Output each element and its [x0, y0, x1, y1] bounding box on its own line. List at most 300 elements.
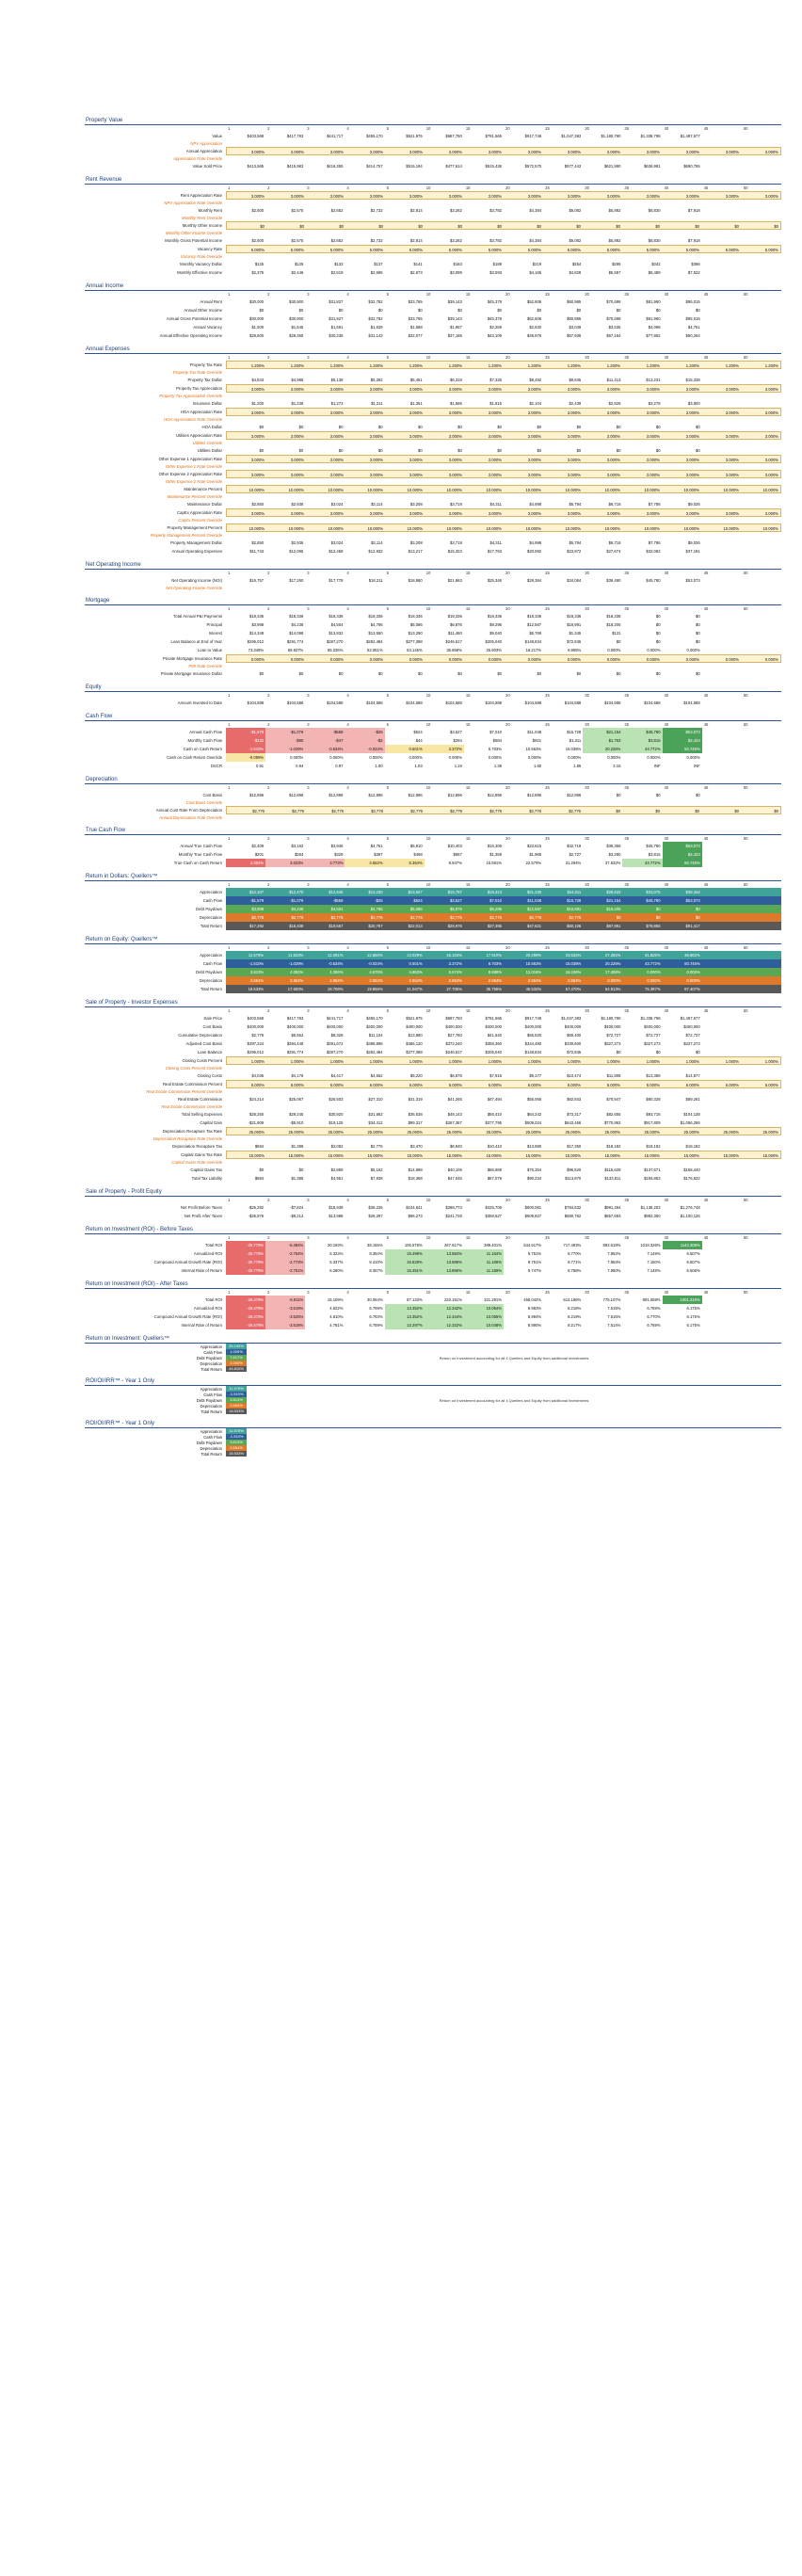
value-cell[interactable]: 3.000%: [369, 511, 383, 516]
value-cell[interactable]: 15.000%: [683, 1153, 699, 1158]
value-cell[interactable]: 0.000%: [448, 657, 462, 662]
value-cell[interactable]: 15.000%: [367, 1153, 383, 1158]
value-cell[interactable]: 3.000%: [567, 511, 581, 516]
value-cell[interactable]: 3.000%: [646, 458, 660, 462]
value-cell[interactable]: 0.000%: [290, 657, 304, 662]
value-cell[interactable]: 10.000%: [288, 488, 304, 492]
value-cell[interactable]: 3.000%: [329, 411, 344, 415]
value-cell[interactable]: 5.000%: [250, 248, 265, 252]
value-cell[interactable]: 5.000%: [606, 248, 620, 252]
value-cell[interactable]: 1.000%: [567, 1059, 581, 1064]
value-cell[interactable]: 3.000%: [409, 473, 423, 477]
value-cell[interactable]: 3.000%: [329, 387, 344, 392]
value-cell[interactable]: 3.000%: [606, 434, 620, 439]
value-cell[interactable]: 10.000%: [604, 488, 620, 492]
value-cell[interactable]: 6.000%: [250, 1083, 265, 1087]
value-cell[interactable]: 3.000%: [409, 434, 423, 439]
value-cell[interactable]: 3.000%: [567, 387, 581, 392]
value-cell[interactable]: 10.000%: [644, 526, 660, 531]
table-row[interactable]: [85, 245, 781, 253]
value-cell[interactable]: 3.000%: [685, 511, 699, 516]
value-cell[interactable]: 3.000%: [764, 511, 778, 516]
value-cell[interactable]: 6.000%: [685, 1083, 699, 1087]
value-cell[interactable]: 25.000%: [249, 1130, 265, 1135]
value-cell[interactable]: 3.000%: [606, 194, 620, 199]
value-cell[interactable]: 3.000%: [646, 387, 660, 392]
value-cell[interactable]: 1.200%: [290, 363, 304, 368]
value-cell[interactable]: 6.000%: [409, 1083, 423, 1087]
value-cell[interactable]: 3.000%: [764, 411, 778, 415]
value-cell[interactable]: 5.000%: [685, 248, 699, 252]
value-cell[interactable]: 15.000%: [328, 1153, 344, 1158]
value-cell[interactable]: 3.000%: [250, 411, 265, 415]
value-cell: $0: [457, 448, 462, 453]
value-cell[interactable]: 3.000%: [250, 387, 265, 392]
table-row[interactable]: [85, 384, 781, 393]
value-cell[interactable]: 3.000%: [764, 194, 778, 199]
value-cell[interactable]: 3.000%: [685, 411, 699, 415]
value-cell: -$9,212: [290, 1214, 304, 1218]
value-cell[interactable]: 1.200%: [646, 363, 660, 368]
value-cell[interactable]: $2,776: [252, 809, 265, 813]
value-cell[interactable]: 3.000%: [448, 194, 462, 199]
value-cell[interactable]: 1.000%: [290, 1059, 304, 1064]
value-cell[interactable]: 3.000%: [685, 387, 699, 392]
value-cell[interactable]: 3.000%: [409, 458, 423, 462]
value-cell[interactable]: 3.000%: [250, 458, 265, 462]
value-cell[interactable]: 10.000%: [762, 488, 778, 492]
value-cell[interactable]: 0.000%: [567, 657, 581, 662]
value-cell: $33,076: [622, 888, 662, 896]
value-cell[interactable]: 10.000%: [525, 526, 541, 531]
table-row[interactable]: [85, 470, 781, 478]
value-cell[interactable]: 3.000%: [290, 434, 304, 439]
value-cell[interactable]: 0.000%: [488, 657, 502, 662]
value-cell[interactable]: 3.000%: [685, 434, 699, 439]
value-cell[interactable]: 5.000%: [646, 248, 660, 252]
value-cell[interactable]: 0.000%: [369, 657, 383, 662]
value-cell[interactable]: 3.000%: [329, 434, 344, 439]
value-cell[interactable]: $2,776: [450, 809, 462, 813]
value-cell[interactable]: 3.000%: [685, 150, 699, 154]
value-cell[interactable]: $0: [655, 224, 660, 229]
value-cell[interactable]: $0: [260, 224, 265, 229]
value-cell[interactable]: 5.000%: [725, 248, 739, 252]
value-cell[interactable]: $2,776: [529, 809, 541, 813]
value-cell[interactable]: 6.000%: [646, 1083, 660, 1087]
value-cell[interactable]: 1.000%: [527, 1059, 541, 1064]
value-cell[interactable]: 10.000%: [288, 526, 304, 531]
table-row[interactable]: [85, 455, 781, 463]
value-cell[interactable]: 1.200%: [250, 363, 265, 368]
value-cell[interactable]: 5.000%: [527, 248, 541, 252]
value-cell[interactable]: 10.000%: [328, 488, 344, 492]
value-cell[interactable]: 3.000%: [685, 458, 699, 462]
table-row[interactable]: [85, 1080, 781, 1088]
value-cell[interactable]: 25.000%: [525, 1130, 541, 1135]
value-cell[interactable]: 3.000%: [488, 511, 502, 516]
value-cell: [742, 1212, 781, 1220]
year-header-cell: 5: [386, 1198, 389, 1202]
value-cell[interactable]: 3.000%: [329, 473, 344, 477]
value-cell[interactable]: $0: [457, 224, 462, 229]
value-cell[interactable]: 1.000%: [329, 1059, 344, 1064]
value-cell[interactable]: 3.000%: [290, 387, 304, 392]
value-cell[interactable]: 3.000%: [409, 150, 423, 154]
value-cell[interactable]: 3.000%: [448, 387, 462, 392]
value-cell[interactable]: $0: [655, 809, 660, 813]
value-cell[interactable]: 15.000%: [407, 1153, 423, 1158]
value-cell[interactable]: 6.000%: [290, 1083, 304, 1087]
value-cell[interactable]: 5.000%: [567, 248, 581, 252]
value-cell[interactable]: 15.000%: [288, 1153, 304, 1158]
table-row[interactable]: [85, 408, 781, 416]
value-cell[interactable]: 3.000%: [567, 458, 581, 462]
value-cell[interactable]: 3.000%: [369, 458, 383, 462]
value-cell[interactable]: 5.000%: [290, 248, 304, 252]
value-cell[interactable]: 15.000%: [762, 1153, 778, 1158]
value-cell: $15,797: [425, 888, 464, 896]
value-cell[interactable]: 5.000%: [448, 248, 462, 252]
value-cell[interactable]: 3.000%: [369, 387, 383, 392]
value-cell[interactable]: 10.000%: [249, 526, 265, 531]
value-cell[interactable]: 3.000%: [646, 150, 660, 154]
value-cell[interactable]: 3.000%: [606, 458, 620, 462]
table-row[interactable]: [85, 1056, 781, 1065]
value-cell[interactable]: 3.000%: [567, 473, 581, 477]
value-cell[interactable]: 6.000%: [369, 1083, 383, 1087]
value-cell[interactable]: 3.000%: [725, 511, 739, 516]
value-cell[interactable]: 3.000%: [725, 411, 739, 415]
value-cell[interactable]: 1.200%: [329, 363, 344, 368]
value-cell[interactable]: 3.000%: [290, 194, 304, 199]
value-cell[interactable]: 1.000%: [409, 1059, 423, 1064]
value-cell[interactable]: 0.000%: [250, 657, 265, 662]
value-cell: $1,276,748: [680, 1205, 700, 1210]
value-cell[interactable]: 3.000%: [646, 434, 660, 439]
value-cell[interactable]: $2,776: [489, 809, 502, 813]
value-cell[interactable]: $2,776: [410, 809, 423, 813]
value-cell[interactable]: $0: [695, 224, 699, 229]
table-row[interactable]: [85, 508, 781, 517]
value-cell[interactable]: 3.000%: [409, 411, 423, 415]
key-row: [85, 1440, 247, 1445]
value-cell[interactable]: 3.000%: [250, 194, 265, 199]
value-cell[interactable]: 10.000%: [565, 488, 581, 492]
value-cell[interactable]: 10.000%: [565, 526, 581, 531]
value-cell[interactable]: 3.000%: [527, 411, 541, 415]
value-cell[interactable]: 6.000%: [764, 1083, 778, 1087]
table-row[interactable]: [85, 361, 781, 369]
value-cell[interactable]: 1.200%: [685, 363, 699, 368]
value-cell[interactable]: 3.000%: [606, 411, 620, 415]
value-cell[interactable]: 1.200%: [448, 363, 462, 368]
value-cell[interactable]: 10.000%: [486, 526, 502, 531]
value-cell[interactable]: 3.000%: [764, 458, 778, 462]
value-cell[interactable]: 3.000%: [409, 511, 423, 516]
value-cell[interactable]: 3.000%: [567, 150, 581, 154]
value-cell[interactable]: 10.000%: [446, 526, 462, 531]
value-cell[interactable]: 3.000%: [250, 434, 265, 439]
value-cell[interactable]: 3.000%: [329, 150, 344, 154]
value-cell[interactable]: 3.000%: [725, 194, 739, 199]
table-row[interactable]: [85, 1151, 781, 1159]
value-cell[interactable]: 3.000%: [725, 473, 739, 477]
value-cell[interactable]: $0: [576, 224, 581, 229]
value-cell[interactable]: 3.000%: [290, 150, 304, 154]
value-cell[interactable]: 10.000%: [723, 526, 739, 531]
value-cell[interactable]: 3.000%: [409, 194, 423, 199]
value-cell[interactable]: 3.000%: [329, 511, 344, 516]
table-row[interactable]: [85, 485, 781, 493]
value-cell[interactable]: 1.200%: [369, 363, 383, 368]
value-cell[interactable]: $0: [537, 224, 541, 229]
value-cell[interactable]: 3.000%: [527, 150, 541, 154]
value-cell[interactable]: 1.000%: [250, 1059, 265, 1064]
value-cell[interactable]: 3.000%: [250, 150, 265, 154]
table-row[interactable]: [85, 523, 781, 532]
value-cell[interactable]: 1.000%: [488, 1059, 502, 1064]
value-cell[interactable]: 3.000%: [725, 387, 739, 392]
value-cell[interactable]: 3.000%: [606, 387, 620, 392]
value-cell[interactable]: 25.000%: [486, 1130, 502, 1135]
value-cell: $0: [259, 308, 265, 313]
value-cell[interactable]: 1.200%: [409, 363, 423, 368]
value-cell[interactable]: 3.000%: [369, 194, 383, 199]
value-cell[interactable]: 0.000%: [646, 657, 660, 662]
value-cell[interactable]: 0.000%: [725, 657, 739, 662]
value-cell[interactable]: 3.000%: [290, 511, 304, 516]
value-cell[interactable]: 3.000%: [646, 511, 660, 516]
value-cell[interactable]: 25.000%: [644, 1130, 660, 1135]
value-cell[interactable]: 3.000%: [448, 511, 462, 516]
value-cell[interactable]: 3.000%: [685, 473, 699, 477]
value-cell[interactable]: 25.000%: [288, 1130, 304, 1135]
value-cell[interactable]: 5.000%: [329, 248, 344, 252]
value-cell: [742, 669, 781, 678]
value-cell[interactable]: 10.000%: [683, 526, 699, 531]
value-cell[interactable]: 15.000%: [486, 1153, 502, 1158]
value-cell[interactable]: 5.000%: [764, 248, 778, 252]
value-cell[interactable]: 3.000%: [329, 458, 344, 462]
value-cell[interactable]: 1.000%: [606, 1059, 620, 1064]
value-cell[interactable]: $0: [497, 224, 502, 229]
value-cell[interactable]: 3.000%: [250, 511, 265, 516]
value-cell[interactable]: 3.000%: [290, 411, 304, 415]
value-cell[interactable]: 3.000%: [488, 387, 502, 392]
value-cell[interactable]: 3.000%: [488, 150, 502, 154]
value-cell[interactable]: 6.000%: [329, 1083, 344, 1087]
value-cell[interactable]: 3.000%: [567, 194, 581, 199]
value-cell[interactable]: 0.000%: [606, 657, 620, 662]
value-cell[interactable]: 6.000%: [606, 1083, 620, 1087]
value-cell[interactable]: 25.000%: [762, 1130, 778, 1135]
value-cell[interactable]: 3.000%: [369, 473, 383, 477]
value-cell[interactable]: 15.000%: [249, 1153, 265, 1158]
value-cell[interactable]: 25.000%: [604, 1130, 620, 1135]
value-cell[interactable]: 25.000%: [565, 1130, 581, 1135]
value-cell[interactable]: 10.000%: [407, 526, 423, 531]
value-cell[interactable]: 1.200%: [527, 363, 541, 368]
table-row[interactable]: [85, 431, 781, 440]
value-cell[interactable]: 3.000%: [646, 411, 660, 415]
value-cell[interactable]: 3.000%: [646, 473, 660, 477]
value-cell[interactable]: 6.000%: [527, 1083, 541, 1087]
value-cell[interactable]: 1.200%: [488, 363, 502, 368]
value-cell[interactable]: 3.000%: [527, 434, 541, 439]
value-cell[interactable]: $0: [734, 224, 739, 229]
value-cell[interactable]: 3.000%: [527, 473, 541, 477]
value-cell[interactable]: 0.000%: [527, 657, 541, 662]
value-cell[interactable]: 3.000%: [329, 194, 344, 199]
value-cell[interactable]: 3.000%: [527, 387, 541, 392]
value-cell[interactable]: 10.000%: [249, 488, 265, 492]
value-cell[interactable]: 0.000%: [685, 657, 699, 662]
year-header-cell: 3: [307, 1235, 310, 1240]
value-cell[interactable]: 3.000%: [725, 458, 739, 462]
value-cell[interactable]: 3.000%: [448, 150, 462, 154]
value-cell[interactable]: 15.000%: [565, 1153, 581, 1158]
value-cell[interactable]: 10.000%: [723, 488, 739, 492]
value-cell[interactable]: 3.000%: [488, 434, 502, 439]
value-cell[interactable]: 1.200%: [725, 363, 739, 368]
value-cell[interactable]: 10.000%: [446, 488, 462, 492]
value-cell[interactable]: 1.000%: [369, 1059, 383, 1064]
value-cell[interactable]: $0: [774, 224, 778, 229]
value-cell[interactable]: 10.000%: [683, 488, 699, 492]
value-cell[interactable]: 5.000%: [488, 248, 502, 252]
table-row: [85, 913, 781, 922]
value-cell[interactable]: 3.000%: [606, 150, 620, 154]
value-cell[interactable]: 6.000%: [448, 1083, 462, 1087]
table-row[interactable]: [85, 806, 781, 814]
value-cell[interactable]: 3.000%: [527, 194, 541, 199]
value-cell[interactable]: 3.000%: [488, 473, 502, 477]
value-cell[interactable]: $0: [299, 224, 304, 229]
value-cell[interactable]: $2,776: [331, 809, 344, 813]
value-cell[interactable]: $2,776: [569, 809, 581, 813]
value-cell[interactable]: 6.000%: [725, 1083, 739, 1087]
row-cells: [226, 1142, 781, 1151]
value-cell[interactable]: 10.000%: [604, 526, 620, 531]
value-cell[interactable]: 3.000%: [290, 458, 304, 462]
value-cell[interactable]: 1.000%: [646, 1059, 660, 1064]
value-cell[interactable]: 3.000%: [369, 411, 383, 415]
value-cell[interactable]: 1.000%: [685, 1059, 699, 1064]
value-cell[interactable]: 25.000%: [407, 1130, 423, 1135]
value-cell[interactable]: $0: [418, 224, 423, 229]
value-cell[interactable]: 3.000%: [606, 511, 620, 516]
value-cell[interactable]: 10.000%: [367, 526, 383, 531]
value-cell[interactable]: 1.200%: [567, 363, 581, 368]
value-cell[interactable]: 25.000%: [328, 1130, 344, 1135]
value-cell[interactable]: $0: [616, 809, 620, 813]
value-cell[interactable]: 10.000%: [644, 488, 660, 492]
value-cell[interactable]: 3.000%: [290, 473, 304, 477]
value-cell: $0: [259, 671, 265, 676]
value-cell[interactable]: 6.000%: [567, 1083, 581, 1087]
value-cell[interactable]: 3.000%: [369, 434, 383, 439]
value-cell[interactable]: 3.000%: [488, 194, 502, 199]
value-cell[interactable]: 25.000%: [446, 1130, 462, 1135]
value-cell[interactable]: 3.000%: [409, 387, 423, 392]
value-cell[interactable]: 15.000%: [723, 1153, 739, 1158]
table-row[interactable]: [85, 221, 781, 230]
value-cell[interactable]: 0.000%: [409, 657, 423, 662]
value-cell[interactable]: 10.000%: [328, 526, 344, 531]
value-cell[interactable]: 10.000%: [486, 488, 502, 492]
value-cell[interactable]: 3.000%: [527, 458, 541, 462]
value-cell[interactable]: 10.000%: [762, 526, 778, 531]
value-cell[interactable]: 25.000%: [723, 1130, 739, 1135]
value-cell[interactable]: 1.000%: [725, 1059, 739, 1064]
table-row[interactable]: [85, 1127, 781, 1135]
value-cell[interactable]: 5.000%: [409, 248, 423, 252]
table-row[interactable]: [85, 654, 781, 663]
value-cell[interactable]: 6.000%: [488, 1083, 502, 1087]
value-cell[interactable]: 15.000%: [604, 1153, 620, 1158]
value-cell[interactable]: 1.200%: [606, 363, 620, 368]
value-cell[interactable]: 3.000%: [250, 473, 265, 477]
value-cell[interactable]: 3.000%: [764, 473, 778, 477]
value-cell[interactable]: 1.000%: [764, 1059, 778, 1064]
value-cell[interactable]: 3.000%: [527, 511, 541, 516]
value-cell[interactable]: $2,776: [292, 809, 304, 813]
value-cell[interactable]: 3.000%: [448, 411, 462, 415]
value-cell[interactable]: 3.000%: [764, 434, 778, 439]
value-cell[interactable]: 10.000%: [525, 488, 541, 492]
value-cell: 267.617%: [443, 1243, 462, 1248]
value-cell[interactable]: 3.000%: [369, 150, 383, 154]
value-cell[interactable]: 1.000%: [448, 1059, 462, 1064]
value-cell[interactable]: 10.000%: [367, 488, 383, 492]
value-cell[interactable]: $0: [774, 809, 778, 813]
value-cell[interactable]: $0: [616, 224, 620, 229]
value-cell[interactable]: 3.000%: [764, 150, 778, 154]
value-cell[interactable]: 3.000%: [488, 458, 502, 462]
value-cell[interactable]: 0.000%: [329, 657, 344, 662]
value-cell[interactable]: 3.000%: [606, 473, 620, 477]
value-cell[interactable]: 10.000%: [407, 488, 423, 492]
value-cell[interactable]: 3.000%: [567, 411, 581, 415]
value-cell[interactable]: 1.200%: [764, 363, 778, 368]
value-cell[interactable]: 3.000%: [725, 434, 739, 439]
value-cell[interactable]: 15.000%: [644, 1153, 660, 1158]
value-cell[interactable]: 3.000%: [725, 150, 739, 154]
value-cell[interactable]: 3.000%: [448, 434, 462, 439]
value-cell[interactable]: 25.000%: [683, 1130, 699, 1135]
value-cell[interactable]: 3.000%: [488, 411, 502, 415]
value-cell[interactable]: 25.000%: [367, 1130, 383, 1135]
value-cell[interactable]: 3.000%: [448, 473, 462, 477]
value-cell[interactable]: $2,776: [371, 809, 383, 813]
value-cell[interactable]: $0: [695, 809, 699, 813]
table-row[interactable]: [85, 191, 781, 200]
value-cell[interactable]: 15.000%: [525, 1153, 541, 1158]
value-cell[interactable]: 15.000%: [446, 1153, 462, 1158]
value-cell[interactable]: 3.000%: [685, 194, 699, 199]
value-cell[interactable]: 3.000%: [646, 194, 660, 199]
value-cell[interactable]: 3.000%: [764, 387, 778, 392]
value-cell[interactable]: $0: [339, 224, 344, 229]
value-cell[interactable]: $0: [378, 224, 383, 229]
table-row[interactable]: [85, 147, 781, 155]
value-cell[interactable]: 3.000%: [448, 458, 462, 462]
value-cell[interactable]: $0: [734, 809, 739, 813]
value-cell[interactable]: 0.000%: [764, 657, 778, 662]
value-cell[interactable]: 3.000%: [567, 434, 581, 439]
value-cell[interactable]: 5.000%: [369, 248, 383, 252]
